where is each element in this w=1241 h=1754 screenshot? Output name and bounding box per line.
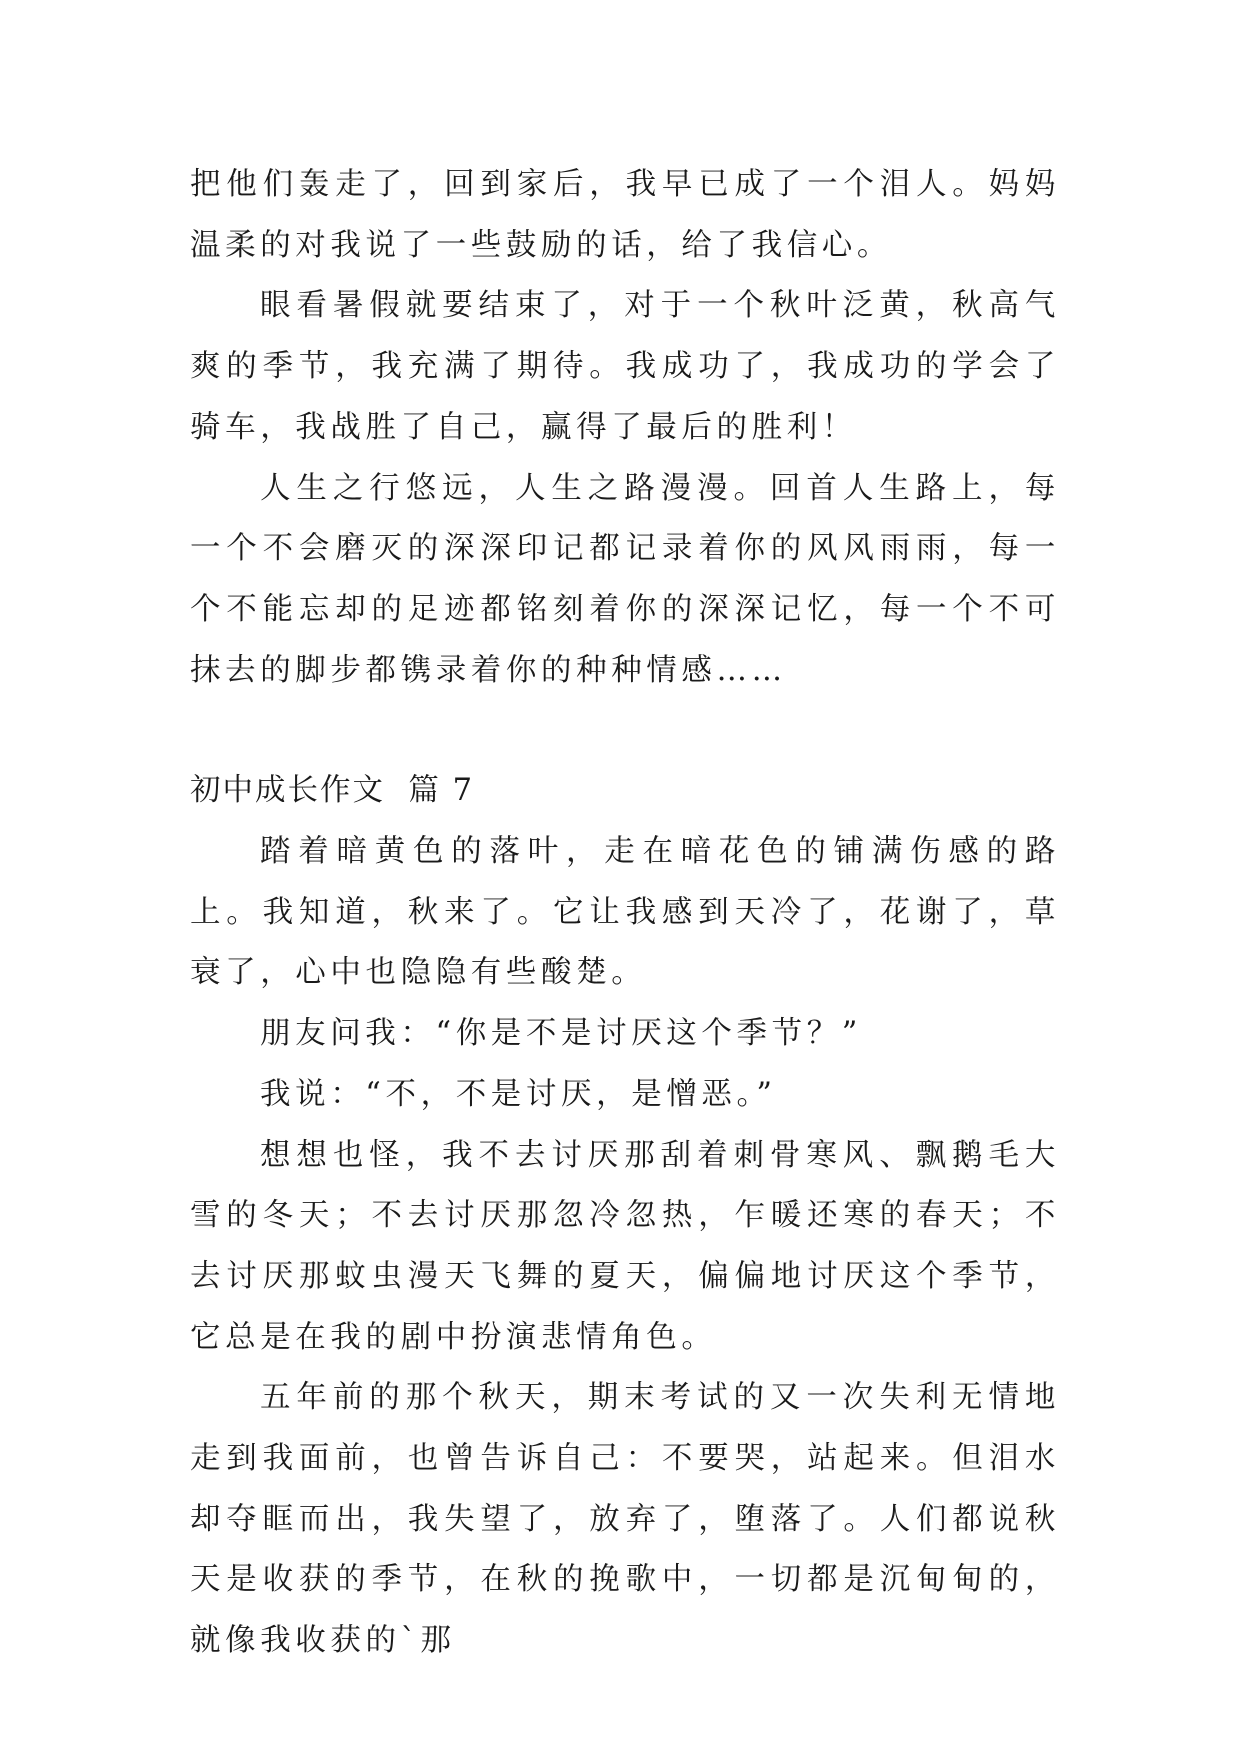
paragraph-my-answer: 我说：“不，不是讨厌，是憎恶。” bbox=[260, 1076, 777, 1112]
essay-heading: 初中成长作文 篇 7 bbox=[190, 773, 474, 809]
paragraph-life-path: 人生之行悠远，人生之路漫漫。回首人生路上，每一个不会磨灭的深深印记都记录着你的风风雨雨，每一个不能忘却的足迹都铭刻着你的深深记忆，每一个不可抹去的脚步都镌录着你的种种情感…… bbox=[190, 470, 1060, 688]
essay-body bbox=[190, 155, 1060, 1672]
paragraph-friend-question: 朋友问我：“你是不是讨厌这个季节？” bbox=[260, 1016, 862, 1052]
paragraph-five-years-ago: 五年前的那个秋天，期末考试的又一次失利无情地走到我面前，也曾告诉自己：不要哭，站起来。但泪水却夺眶而出，我失望了，放弃了，堕落了。人们都说秋天是收获的季节，在秋的挽歌中，一切都是沉甸甸的，就像我收获的`那 bbox=[190, 1380, 1060, 1659]
paragraph-summer-end: 眼看暑假就要结束了，对于一个秋叶泛黄，秋高气爽的季节，我充满了期待。我成功了，我成功的学会了骑车，我战胜了自己，赢得了最后的胜利！ bbox=[190, 288, 1060, 445]
paragraph-seasons: 想想也怪，我不去讨厌那刮着刺骨寒风、飘鹅毛大雪的冬天；不去讨厌那忽冷忽热，乍暖还寒的春天；不去讨厌那蚊虫漫天飞舞的夏天，偏偏地讨厌这个季节，它总是在我的剧中扮演悲情角色。 bbox=[190, 1137, 1060, 1355]
paragraph-autumn-leaves: 踏着暗黄色的落叶，走在暗花色的铺满伤感的路上。我知道，秋来了。它让我感到天冷了，花谢了，草衰了，心中也隐隐有些酸楚。 bbox=[190, 834, 1060, 991]
paragraph-continued: 把他们轰走了，回到家后，我早已成了一个泪人。妈妈温柔的对我说了一些鼓励的话，给了我信心。 bbox=[190, 167, 1060, 263]
